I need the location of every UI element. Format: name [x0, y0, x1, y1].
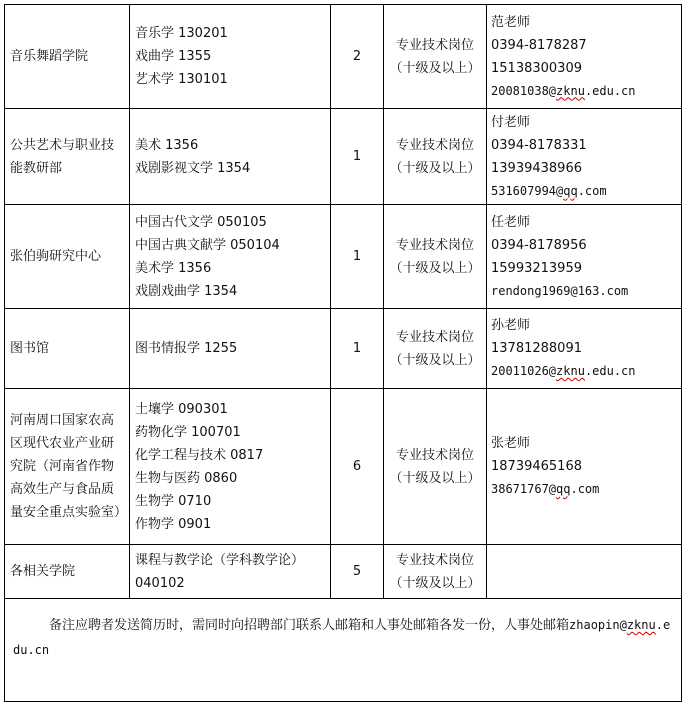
contact-phone: 0394-8178956: [491, 237, 587, 253]
post-type: 专业技术岗位: [395, 237, 474, 253]
contact-email[interactable]: [491, 360, 676, 383]
major-item: 生物与医药 0860: [135, 470, 238, 486]
contact-cell: [487, 309, 682, 389]
email-domain: qq: [563, 183, 578, 198]
post-level: （十级及以上）: [389, 160, 481, 176]
table-row: [5, 109, 682, 205]
department-cell: 音乐舞蹈学院: [5, 5, 130, 109]
contact-mobile: 18739465168: [491, 459, 582, 474]
headcount-cell: 1: [331, 109, 384, 205]
email-domain: zknu: [626, 618, 656, 632]
post-type: 专业技术岗位: [395, 552, 474, 568]
email-user: 38671767@: [491, 482, 557, 496]
contact-email[interactable]: rendong1969@163.com: [491, 283, 629, 298]
email-tail: .edu.cn: [584, 83, 636, 98]
major-cell: [130, 205, 331, 309]
major-cell: [130, 309, 331, 389]
note-cell: [5, 599, 682, 702]
post-cell: [384, 109, 487, 205]
headcount-cell: 5: [331, 545, 384, 599]
major-item: 艺术学 130101: [135, 72, 228, 87]
email-domain: qq: [556, 482, 571, 496]
major-item: 中国古典文献学 050104: [135, 237, 280, 253]
contact-email[interactable]: [491, 80, 676, 103]
contact-mobile: 15138300309: [491, 60, 582, 76]
contact-cell: [487, 205, 682, 309]
major-item: 图书情报学 1255: [135, 341, 238, 356]
post-type: 专业技术岗位: [395, 447, 474, 463]
contact-mobile: 15993213959: [491, 260, 582, 276]
email-domain: zknu: [556, 83, 585, 98]
contact-mobile: 13781288091: [491, 341, 582, 356]
post-cell: [384, 205, 487, 309]
headcount-cell: 6: [331, 389, 384, 545]
post-level: （十级及以上）: [389, 60, 481, 76]
major-item: 美术学 1356: [135, 260, 212, 276]
major-item: 生物学 0710: [135, 493, 212, 509]
major-item: 化学工程与技术 0817: [135, 447, 264, 463]
major-item: 药物化学 100701: [135, 424, 241, 440]
email-domain: zknu: [556, 364, 585, 378]
contact-name: 任老师: [491, 214, 531, 230]
major-cell: [130, 545, 331, 599]
contact-name: 范老师: [491, 14, 531, 30]
department-cell: 河南周口国家农高区现代农业产业研究院（河南省作物高效生产与食品质量安全重点实验室）: [5, 389, 130, 545]
email-tail: .com: [577, 183, 607, 198]
post-cell: [384, 545, 487, 599]
headcount-cell: 1: [331, 309, 384, 389]
major-cell: [130, 389, 331, 545]
department-cell: 张伯驹研究中心: [5, 205, 130, 309]
post-type: 专业技术岗位: [395, 37, 474, 53]
major-item: 戏剧戏曲学 1354: [135, 283, 238, 299]
major-item: 课程与教学论（学科教学论）: [135, 552, 305, 568]
email-user: 531607994@: [491, 183, 564, 198]
email-user: zhaopin@: [569, 618, 627, 632]
post-cell: [384, 5, 487, 109]
major-item: 中国古代文学 050105: [135, 214, 267, 230]
contact-name: 孙老师: [491, 318, 531, 333]
contact-phone: 0394-8178287: [491, 37, 587, 53]
note-row: [5, 599, 682, 702]
contact-email[interactable]: [491, 180, 676, 203]
email-tail: .edu.cn: [13, 618, 671, 657]
table-row: [5, 205, 682, 309]
contact-email[interactable]: [491, 478, 676, 501]
recruitment-table: [4, 4, 682, 702]
email-tail: .com: [570, 482, 600, 496]
table-row: [5, 389, 682, 545]
contact-cell: [487, 5, 682, 109]
contact-cell: [487, 389, 682, 545]
note-body: 备注应聘者发送简历时，需同时向招聘部门联系人邮箱和人事处邮箱各发一份，人事处邮箱: [49, 618, 570, 633]
table-row: [5, 5, 682, 109]
major-item: 美术 1356: [135, 137, 199, 153]
major-cell: [130, 5, 331, 109]
post-level: （十级及以上）: [389, 575, 481, 591]
table-row: [5, 545, 682, 599]
contact-name: 付老师: [491, 114, 531, 130]
major-item: 土壤学 090301: [135, 401, 228, 417]
contact-cell: [487, 545, 682, 599]
post-cell: [384, 309, 487, 389]
major-item: 音乐学 130201: [135, 26, 228, 41]
post-cell: [384, 389, 487, 545]
contact-cell: [487, 109, 682, 205]
post-type: 专业技术岗位: [395, 137, 474, 153]
email-user: 20081038@: [491, 83, 557, 98]
contact-name: 张老师: [491, 436, 531, 451]
major-item: 作物学 0901: [135, 516, 212, 532]
post-type: 专业技术岗位: [395, 329, 474, 345]
headcount-cell: 1: [331, 205, 384, 309]
note-text: [13, 613, 673, 663]
major-item: 040102: [135, 575, 185, 591]
post-level: （十级及以上）: [389, 260, 481, 276]
post-level: （十级及以上）: [389, 470, 481, 486]
contact-mobile: 13939438966: [491, 160, 582, 176]
email-tail: .edu.cn: [584, 364, 636, 378]
email-user: 20011026@: [491, 364, 557, 378]
major-item: 戏曲学 1355: [135, 49, 212, 64]
major-cell: [130, 109, 331, 205]
table-row: [5, 309, 682, 389]
major-item: 戏剧影视文学 1354: [135, 160, 251, 176]
department-cell: 图书馆: [5, 309, 130, 389]
contact-phone: 0394-8178331: [491, 137, 587, 153]
department-cell: 各相关学院: [5, 545, 130, 599]
post-level: （十级及以上）: [389, 352, 481, 368]
headcount-cell: 2: [331, 5, 384, 109]
department-cell: 公共艺术与职业技能教研部: [5, 109, 130, 205]
